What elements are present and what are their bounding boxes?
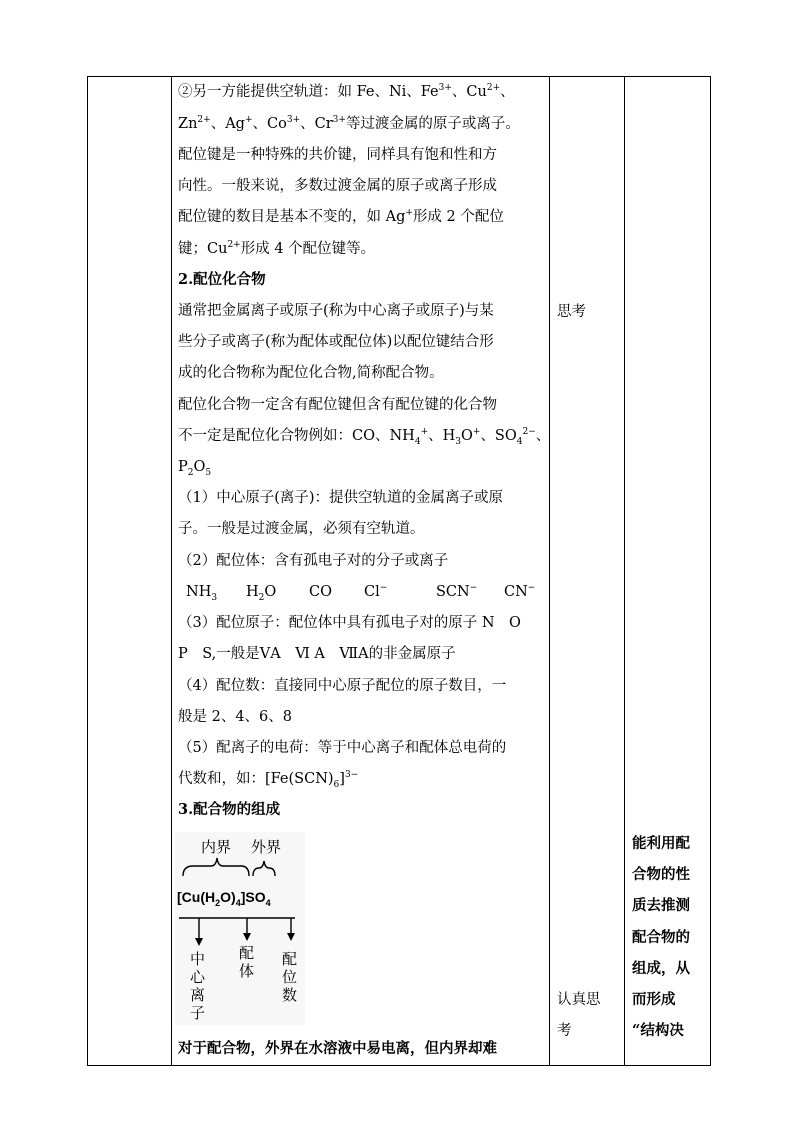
- ligand-cl: Cl−: [364, 583, 388, 600]
- text-line-7: 通常把金属离子或原子(称为中心离子或原子)与某: [178, 303, 494, 319]
- label-coord-number-2: 位: [282, 969, 298, 986]
- text-line-20: （5）配离子的电荷：等于中心离子和配体总电荷的: [178, 740, 507, 756]
- text-line-15: （2）配位体：含有孤电子对的分子或离子: [178, 553, 449, 569]
- table-col-border-3: [549, 76, 550, 1065]
- text-line-1: ②另一方能提供空轨道：如 Fe、Ni、$Fe^{3+}$、$Cu^{2+}$、: [178, 83, 515, 100]
- text-line-8: 些分子或离子(称为配体或配位体)以配位键结合形: [178, 334, 494, 350]
- text-line-16: （3）配位原子：配位体中具有孤电子对的原子 N O: [178, 615, 521, 631]
- text-line-11: 不一定是配位化合物例如：CO、$NH_4^+$、$H_3O^+$、$SO_4^{2-}$、: [178, 427, 551, 447]
- table-col-border-5: [710, 76, 711, 1065]
- label-ligand-2: 体: [239, 963, 255, 980]
- table-top-border: [87, 76, 711, 77]
- intent-line-2: 合物的性: [632, 866, 690, 883]
- text-line-17: P S,一般是ⅤA Ⅵ A ⅦA的非金属原子: [178, 646, 456, 662]
- intent-line-6: 而形成: [632, 991, 676, 1008]
- text-line-5: 配位键的数目是基本不变的，如 Ag+形成 2 个配位: [178, 208, 504, 225]
- text-line-9: 成的化合物称为配位化合物,简称配合物。: [178, 365, 444, 381]
- complex-formula: $[Cu(H_2O)_4]SO_4$: [177, 889, 271, 908]
- table-col-border-2: [171, 76, 172, 1065]
- text-line-3: 配位键是一种特殊的共价键，同样具有饱和性和方: [178, 147, 497, 163]
- intent-line-7: “结构决: [632, 1022, 684, 1039]
- text-line-12: $P_2O_5$: [178, 459, 212, 478]
- activity-think-carefully-2: 考: [557, 1023, 572, 1039]
- diagram-outer-label: 外界: [251, 839, 282, 856]
- table-col-border-4: [624, 76, 625, 1065]
- label-ligand-1: 配: [239, 945, 255, 962]
- text-line-2: $Zn^{2+}$、Ag+、$Co^{3+}$、$Cr^{3+}$等过渡金属的原子或离子。: [178, 115, 520, 132]
- ligand-scn: SCN−: [436, 583, 478, 600]
- complex-composition-diagram: [175, 832, 305, 1025]
- activity-think: 思考: [557, 304, 586, 320]
- section-heading-2: 2.配位化合物: [178, 271, 266, 288]
- table-bottom-border: [87, 1065, 711, 1066]
- diagram-inner-label: 内界: [201, 839, 232, 856]
- text-line-21: 代数和，如：$[Fe(SCN)_6]^{3-}$: [178, 770, 359, 790]
- intent-line-3: 质去推测: [632, 897, 690, 914]
- intent-line-4: 配合物的: [632, 929, 690, 946]
- text-line-14: 子。一般是过渡金属，必须有空轨道。: [178, 521, 425, 537]
- ligand-cn: CN−: [504, 583, 536, 600]
- label-center-ion-1: 中: [190, 951, 206, 968]
- ligand-nh3: $NH_3$: [186, 584, 218, 603]
- text-line-13: （1）中心原子(离子)：提供空轨道的金属离子或原: [178, 490, 504, 506]
- text-line-6: 键；$Cu^{2+}$形成 4 个配位键等。: [178, 240, 376, 257]
- activity-think-carefully-1: 认真思: [557, 992, 601, 1008]
- text-line-22: 对于配合物，外界在水溶液中易电离，但内界却难: [178, 1040, 497, 1057]
- label-coord-number-3: 数: [282, 987, 298, 1004]
- label-center-ion-3: 离: [190, 987, 206, 1004]
- label-coord-number-1: 配: [282, 951, 298, 968]
- label-center-ion-4: 子: [190, 1005, 206, 1022]
- text-line-18: （4）配位数：直接同中心原子配位的原子数目，一: [178, 678, 507, 694]
- text-line-4: 向性。一般来说，多数过渡金属的原子或离子形成: [178, 178, 497, 194]
- text-line-19: 般是 2、4、6、8: [178, 709, 293, 725]
- label-center-ion-2: 心: [190, 969, 206, 986]
- intent-line-1: 能利用配: [632, 835, 690, 852]
- intent-line-5: 组成，从: [632, 960, 690, 977]
- ligand-co: CO: [309, 584, 332, 600]
- ligand-h2o: $H_2O$: [246, 584, 277, 603]
- table-col-border-1: [87, 76, 88, 1065]
- section-heading-3: 3.配合物的组成: [178, 801, 281, 818]
- text-line-10: 配位化合物一定含有配位键但含有配位键的化合物: [178, 397, 497, 413]
